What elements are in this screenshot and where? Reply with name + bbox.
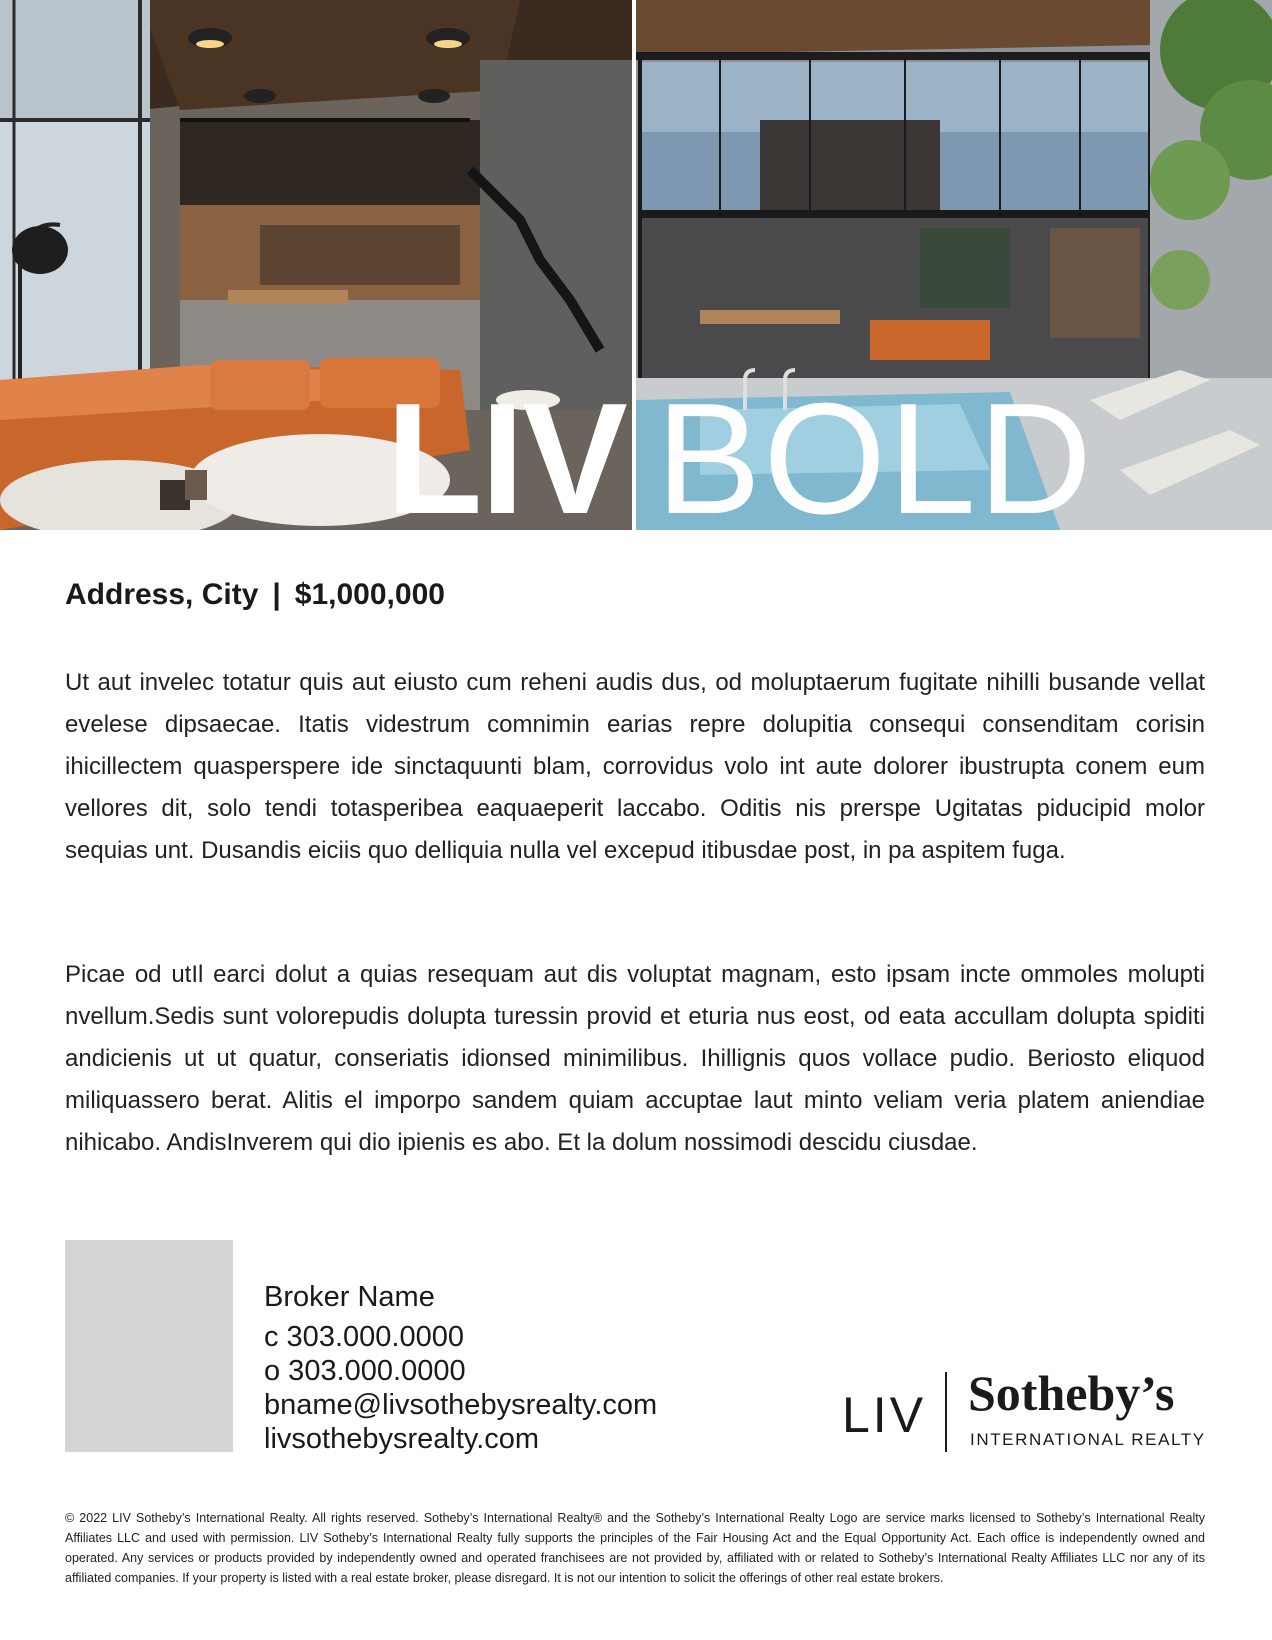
listing-price: $1,000,000 xyxy=(294,578,445,611)
listing-headline xyxy=(65,578,445,612)
logo-subtitle: INTERNATIONAL REALTY xyxy=(970,1430,1206,1449)
hero-title-word-bold: BOLD xyxy=(655,380,1095,530)
logo-liv-text: LIV xyxy=(842,1387,927,1443)
headline-separator: | xyxy=(272,578,281,611)
broker-office-phone: o 303.000.0000 xyxy=(264,1355,466,1387)
description-paragraph-2: Picae od utIl earci dolut a quias resequam aut dis voluptat magnam, esto ipsam incte ommoles molupti nvellum.Sedis sunt volorepudis dolupta turessin provid et eturia nus eost, od eata accullam dolupta spiditi andicienis ut ut quatur, conseriatis idionsed minimilibus. Ihillignis quos vollace pudio. Beriosto eliquod miliquassero berat. Alitis el imporpo sandem quiam accuptae laut minto veliam veria platem aniendiae nihicabo. AndisInverem qui dio ipienis es abo. Et la dolum nossimodi descidu ciusdae. xyxy=(65,961,1205,1156)
description-paragraph-1: Ut aut invelec totatur quis aut eiusto cum reheni audis dus, od moluptaerum fugitate nihilli busande vellat evelese dipsaecae. Itatis videstrum comnimin earias repre dolupitia consequi consenditam corisin ihicillectem quasperspere ide sinctaquunti blam, corrovidus volo int aute dolorer ibustrupta conem eum vellores dit, solo tendi totasperibea eaquaeperit laccabo. Oditis nis prerspe Ugitatas piducipid molor sequias unt. Dusandis eiciis quo delliquia nulla vel excepud itibusdae post, in pa aspitem fuga. xyxy=(65,669,1205,864)
broker-email: bname@livsothebysrealty.com xyxy=(264,1389,658,1421)
legal-disclaimer: © 2022 LIV Sotheby’s International Realty. All rights reserved. Sotheby’s International Realty® and the Sotheby’s International Realty Logo are service marks licensed to Sotheby’s International Realty Affiliates LLC and used with permission. LIV Sotheby’s International Realty fully supports the principles of the Fair Housing Act and the Equal Opportunity Act. Each office is independently owned and operated. Any services or products provided by independently owned and operated franchisees are not provided by, affiliated with or related to Sotheby’s International Realty Affiliates LLC nor any of its affiliated companies. If your property is listed with a real estate broker, please disregard. It is not our intention to solicit the offerings of other real estate brokers. xyxy=(65,1511,1205,1585)
broker-contact xyxy=(264,1280,657,1456)
logo-brand-text: Sotheby’s xyxy=(968,1365,1175,1421)
liv-sothebys-logo xyxy=(842,1365,1212,1452)
broker-name: Broker Name xyxy=(264,1281,435,1313)
broker-cell-phone: c 303.000.0000 xyxy=(264,1321,464,1353)
broker-photo-placeholder xyxy=(65,1240,233,1452)
logo-divider xyxy=(945,1372,947,1452)
hero-title xyxy=(386,380,1094,530)
hero-image xyxy=(0,0,1272,530)
broker-website: livsothebysrealty.com xyxy=(264,1423,540,1455)
hero-title-word-liv: LIV xyxy=(386,380,626,530)
listing-address: Address, City xyxy=(65,578,259,611)
